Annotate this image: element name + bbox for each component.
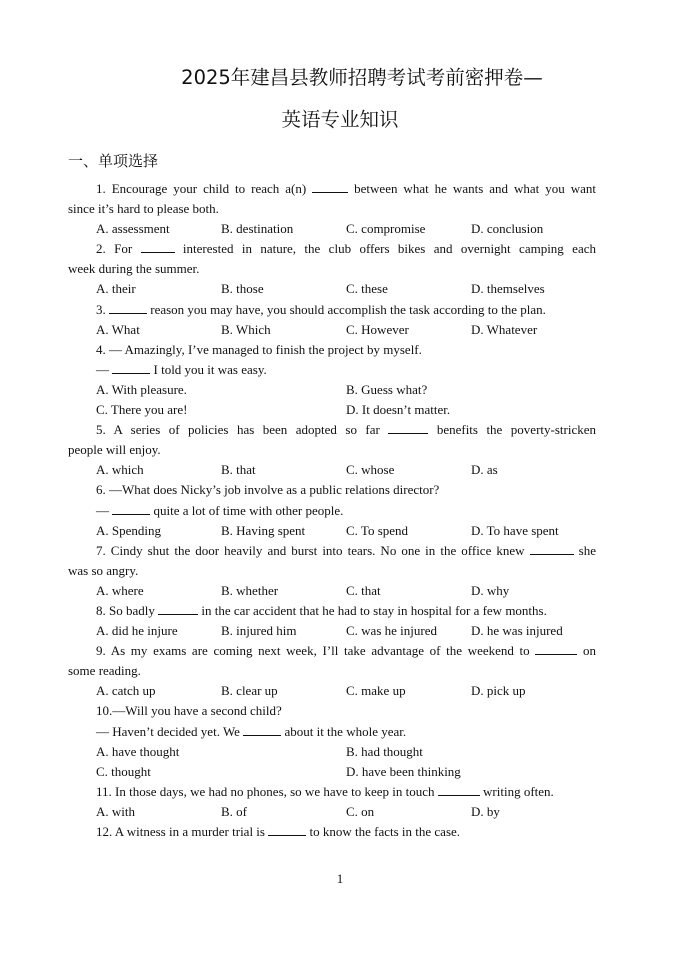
- option-c: C. these: [346, 281, 388, 297]
- option-a: A. Spending: [96, 522, 161, 538]
- question-2-options: [68, 279, 596, 299]
- section-heading: 一、单项选择: [68, 152, 159, 170]
- option-c: C. make up: [346, 683, 406, 699]
- question-5-options: [68, 460, 596, 480]
- question-2-stem: 2. For interested in nature, the club offers bikes and overnight camping each: [96, 241, 596, 257]
- answer-blank: [438, 783, 480, 796]
- question-10-reply: — Haven’t decided yet. We about it the whole year.: [96, 723, 407, 739]
- option-c: C. thought: [96, 763, 151, 779]
- question-10-options-row2: [68, 762, 596, 782]
- question-list: [68, 179, 596, 842]
- question-3-stem: 3. reason you may have, you should accomplish the task according to the plan.: [96, 301, 546, 317]
- option-b: B. destination: [221, 221, 294, 237]
- question-10-options-row1: [68, 742, 596, 762]
- option-b: B. Which: [221, 321, 271, 337]
- option-b: B. whether: [221, 582, 279, 598]
- question-4-stem: 4. — Amazingly, I’ve managed to finish the project by myself.: [96, 341, 422, 357]
- option-a: A. with: [96, 803, 135, 819]
- question-9-continuation: some reading.: [68, 663, 141, 679]
- option-b: B. clear up: [221, 683, 278, 699]
- answer-blank: [268, 823, 306, 836]
- option-b: B. injured him: [221, 623, 297, 639]
- option-a: A. catch up: [96, 683, 156, 699]
- option-c: C. However: [346, 321, 409, 337]
- question-11-options: [68, 802, 596, 822]
- option-a: A. With pleasure.: [96, 381, 187, 397]
- option-a: A. have thought: [96, 743, 180, 759]
- option-d: D. It doesn’t matter.: [346, 402, 451, 418]
- option-d: D. have been thinking: [346, 763, 461, 779]
- option-d: D. pick up: [471, 683, 526, 699]
- page-title: 2025年建昌县教师招聘考试考前密押卷—: [181, 66, 543, 89]
- question-12-stem: 12. A witness in a murder trial is to know the facts in the case.: [96, 824, 461, 839]
- option-d: D. by: [471, 803, 500, 819]
- answer-blank: [388, 421, 428, 434]
- question-9-stem: 9. As my exams are coming next week, I’ll take advantage of the weekend to on: [96, 643, 597, 659]
- option-c: C. whose: [346, 462, 395, 478]
- option-b: B. that: [221, 462, 256, 478]
- question-7-continuation: was so angry.: [68, 562, 139, 578]
- question-2-continuation: week during the summer.: [68, 261, 200, 277]
- option-d: D. themselves: [471, 281, 545, 297]
- option-a: A. assessment: [96, 221, 170, 237]
- answer-blank: [141, 240, 175, 253]
- option-d: D. why: [471, 582, 510, 598]
- option-c: C. on: [346, 803, 375, 819]
- option-b: B. of: [221, 803, 247, 819]
- option-d: D. as: [471, 462, 498, 478]
- option-b: B. those: [221, 281, 264, 297]
- question-3-options: [68, 320, 596, 340]
- option-b: B. Guess what?: [346, 381, 428, 397]
- option-b: B. had thought: [346, 743, 423, 759]
- question-6-reply: — quite a lot of time with other people.: [96, 502, 344, 518]
- question-6-options: [68, 521, 596, 541]
- question-1-continuation: since it’s hard to please both.: [68, 201, 219, 217]
- answer-blank: [243, 723, 281, 736]
- option-c: C. that: [346, 582, 381, 598]
- question-4-options-row1: [68, 380, 596, 400]
- option-b: B. Having spent: [221, 522, 306, 538]
- answer-blank: [109, 301, 147, 314]
- option-a: A. did he injure: [96, 623, 178, 639]
- option-d: D. conclusion: [471, 221, 544, 237]
- page-subtitle: 英语专业知识: [281, 108, 399, 131]
- option-c: C. There you are!: [96, 402, 188, 418]
- question-6-stem: 6. —What does Nicky’s job involve as a public relations director?: [96, 482, 440, 498]
- question-1-stem: 1. Encourage your child to reach a(n) between what he wants and what you want: [96, 181, 596, 196]
- question-11-stem: 11. In those days, we had no phones, so we have to keep in touch writing often.: [96, 783, 554, 799]
- option-c: C. was he injured: [346, 623, 437, 639]
- option-d: D. he was injured: [471, 623, 563, 639]
- option-d: D. Whatever: [471, 321, 538, 337]
- answer-blank: [535, 642, 577, 655]
- answer-blank: [112, 361, 150, 374]
- option-a: A. What: [96, 321, 140, 337]
- question-1-options: [68, 219, 596, 239]
- option-d: D. To have spent: [471, 522, 559, 538]
- question-7-stem: 7. Cindy shut the door heavily and burst into tears. No one in the office knew she: [96, 542, 596, 558]
- question-5-stem: 5. A series of policies has been adopted so far benefits the poverty-stricken: [96, 422, 596, 438]
- option-a: A. which: [96, 462, 144, 478]
- question-8-options: [68, 621, 596, 641]
- question-4-reply: — I told you it was easy.: [96, 361, 267, 377]
- option-a: A. their: [96, 281, 136, 297]
- question-8-stem: 8. So badly in the car accident that he had to stay in hospital for a few months.: [96, 602, 547, 618]
- option-a: A. where: [96, 582, 144, 598]
- option-c: C. To spend: [346, 522, 409, 538]
- question-7-options: [68, 581, 596, 601]
- answer-blank: [158, 602, 198, 615]
- option-c: C. compromise: [346, 221, 426, 237]
- question-5-continuation: people will enjoy.: [68, 442, 161, 458]
- answer-blank: [530, 542, 574, 555]
- question-4-options-row2: [68, 400, 596, 420]
- question-9-options: [68, 681, 596, 701]
- question-10-stem: 10.—Will you have a second child?: [96, 703, 282, 719]
- answer-blank: [312, 180, 348, 193]
- page-number: 1: [336, 871, 344, 886]
- answer-blank: [112, 502, 150, 515]
